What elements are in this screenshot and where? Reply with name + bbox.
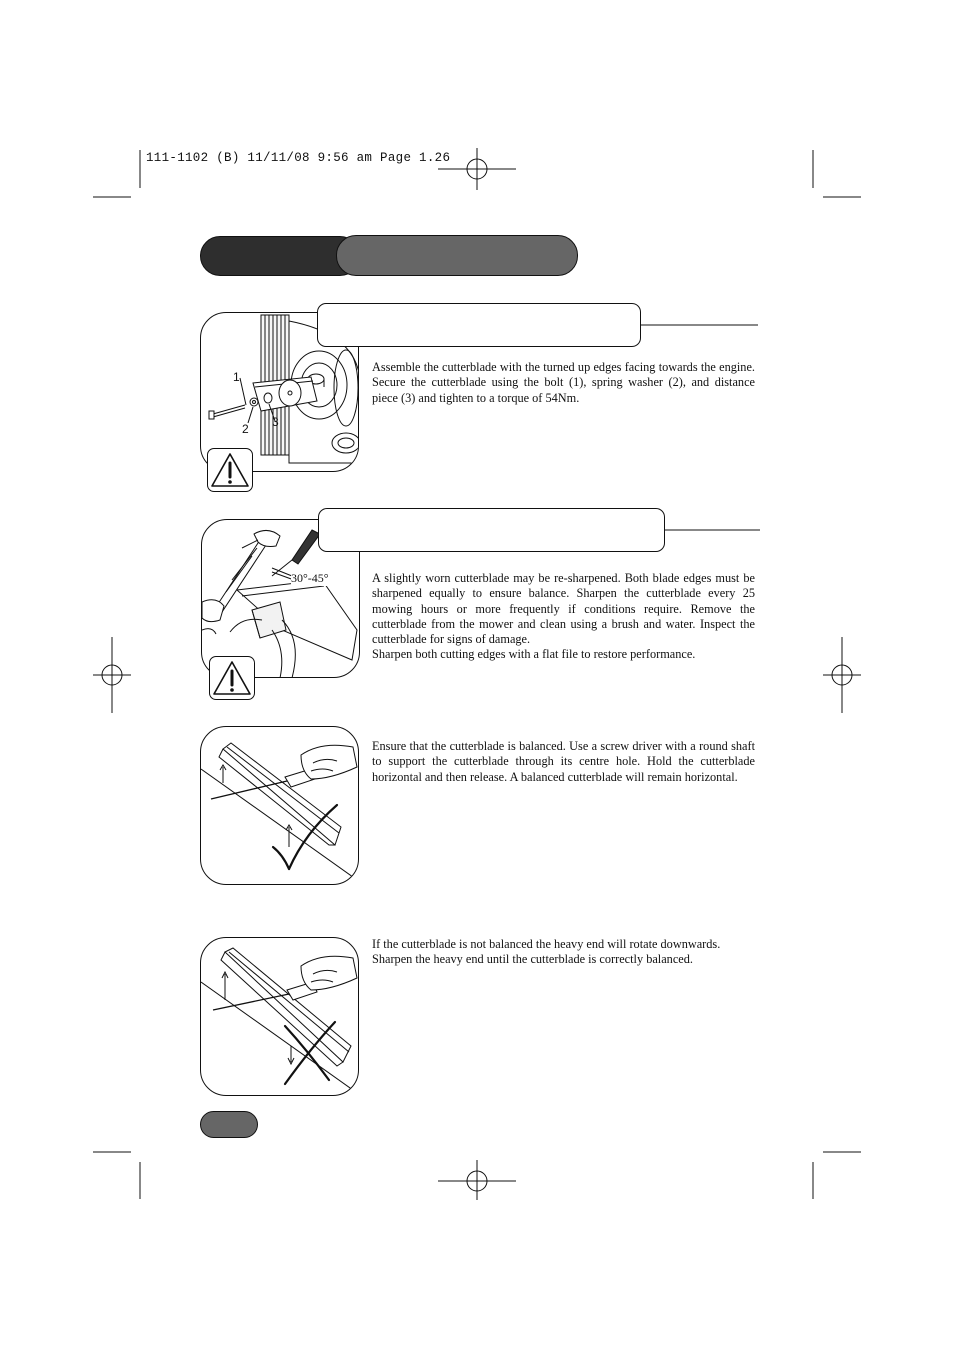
warning-box-1	[207, 448, 253, 492]
section-title-box-1	[317, 303, 641, 347]
angle-label: 30°-45°	[291, 571, 329, 585]
section-1-text: Assemble the cutterblade with the turned up edges facing towards the engine. Secure the cutterblade using the bolt (1), spring washer (2), and distance piece (3) and tighten to a torque of 54Nm.	[372, 360, 755, 405]
registration-mark-icon	[93, 637, 131, 713]
balanced-blade-illustration	[200, 726, 359, 885]
registration-mark-icon	[823, 637, 861, 713]
section-4-text: If the cutterblade is not balanced the heavy end will rotate downwards. Sharpen the heavy end until the cutterblade is correctly balanced.	[372, 937, 721, 967]
section-rule-2	[664, 529, 760, 533]
page-number-pill	[200, 1111, 258, 1138]
label-distance-piece: 3	[272, 415, 279, 429]
unbalanced-test-drawing	[201, 938, 359, 1096]
warning-box-2	[209, 656, 255, 700]
unbalanced-blade-illustration	[200, 937, 359, 1096]
section-2-paragraph-1: A slightly worn cutterblade may be re-sharpened. Both blade edges must be sharpened equally to ensure balance. Sharpen the cutterblade every 25 mowing hours or more frequently if conditions require. Remove the cutterblade from the mower and clean using a brush and water. Inspect the cutterblade for signs of damage.	[372, 571, 755, 647]
label-bolt: 1	[233, 370, 240, 384]
registration-mark-icon	[438, 1160, 516, 1200]
warning-triangle-icon	[208, 449, 252, 491]
header-tab-grey	[336, 235, 578, 276]
section-2-text	[372, 571, 755, 663]
balance-test-drawing	[201, 727, 359, 885]
warning-triangle-icon	[210, 657, 254, 699]
section-title-box-2	[318, 508, 665, 552]
label-spring-washer: 2	[242, 422, 249, 436]
section-rule-1	[640, 324, 758, 328]
print-slug: 111-1102 (B) 11/11/08 9:56 am Page 1.26	[146, 151, 451, 165]
section-2-paragraph-2: Sharpen both cutting edges with a flat file to restore performance.	[372, 647, 696, 662]
section-3-text: Ensure that the cutterblade is balanced. Use a screw driver with a round shaft to support the cutterblade through its centre hole. Hold the cutterblade horizontal and then release. A balanced cutterblade will remain horizontal.	[372, 739, 755, 784]
